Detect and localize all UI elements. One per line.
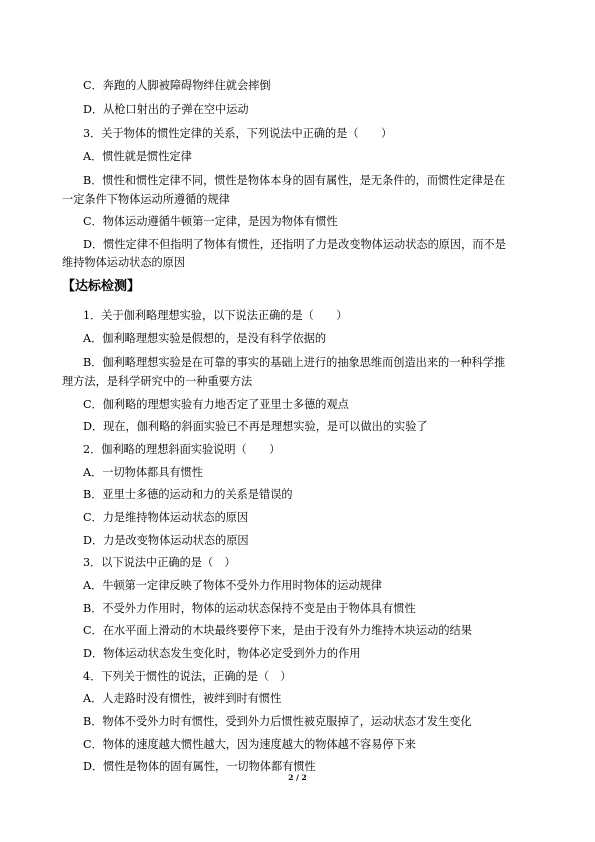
option-d-line: D．现在，伽利略的斜面实验已不再是理想实验，是可以做出的实验了 [83, 420, 428, 433]
option-b-line: B．伽利略理想实验是在可靠的事实的基础上进行的抽象思维而创造出来的一种科学推 [83, 356, 506, 369]
option-b-continuation: 理方法，是科学研究中的一种重要方法 [62, 375, 253, 388]
option-d-line: D．力是改变物体运动状态的原因 [83, 534, 249, 547]
question-3-text: 3．以下说法中正确的是（ ） [83, 556, 236, 569]
option-d-line: D．从枪口射出的子弹在空中运动 [83, 103, 249, 116]
option-b-line: B．不受外力作用时，物体的运动状态保持不变是由于物体具有惯性 [83, 602, 416, 615]
question-2-text: 2．伽利略的理想斜面实验说明（ ） [83, 443, 281, 456]
option-a-line: A．一切物体都具有惯性 [83, 466, 203, 479]
question-4-text: 4．下列关于惯性的说法，正确的是（ ） [83, 670, 292, 683]
option-d-continuation: 维持物体运动状态的原因 [62, 256, 186, 269]
option-c-line: C．力是维持物体运动状态的原因 [83, 511, 249, 524]
option-d-line: D．惯性定律不但指明了物体有惯性，还指明了力是改变物体运动状态的原因，而不是 [83, 238, 506, 251]
option-c-line: C．奔跑的人脚被障碍物绊住就会摔倒 [83, 79, 271, 92]
option-c-line: C．物体的速度越大惯性越大，因为速度越大的物体越不容易停下来 [83, 738, 416, 751]
question-1-text: 1．关于伽利略理想实验，以下说法正确的是（ ） [83, 309, 348, 322]
question-3-text: 3．关于物体的惯性定律的关系，下列说法中正确的是（ ） [83, 127, 393, 140]
option-b-line: B．物体不受外力时有惯性，受到外力后惯性被克服掉了，运动状态才发生变化 [83, 715, 472, 728]
option-b-line: B．惯性和惯性定律不同，惯性是物体本身的固有属性，是无条件的，而惯性定律是在 [83, 174, 506, 187]
option-d-line: D．物体运动状态发生变化时，物体必定受到外力的作用 [83, 647, 361, 660]
option-c-line: C．在水平面上滑动的木块最终要停下来，是由于没有外力维持木块运动的结果 [83, 624, 472, 637]
section-heading: 【达标检测】 [62, 279, 141, 294]
page-number: 2 / 2 [288, 773, 307, 782]
option-b-continuation: 一定条件下物体运动所遵循的规律 [62, 193, 230, 206]
option-c-line: C．伽利略的理想实验有力地否定了亚里士多德的观点 [83, 398, 349, 411]
option-d-line: D．惯性是物体的固有属性，一切物体都有惯性 [83, 760, 316, 773]
option-a-line: A．伽利略理想实验是假想的，是没有科学依据的 [83, 332, 327, 345]
option-c-line: C．物体运动遵循牛顿第一定律，是因为物体有惯性 [83, 215, 338, 228]
option-a-line: A．惯性就是惯性定律 [83, 150, 192, 163]
option-a-line: A．牛顿第一定律反映了物体不受外力作用时物体的运动规律 [83, 579, 382, 592]
option-b-line: B．亚里士多德的运动和力的关系是错误的 [83, 488, 293, 501]
option-a-line: A．人走路时没有惯性，被绊到时有惯性 [83, 692, 282, 705]
